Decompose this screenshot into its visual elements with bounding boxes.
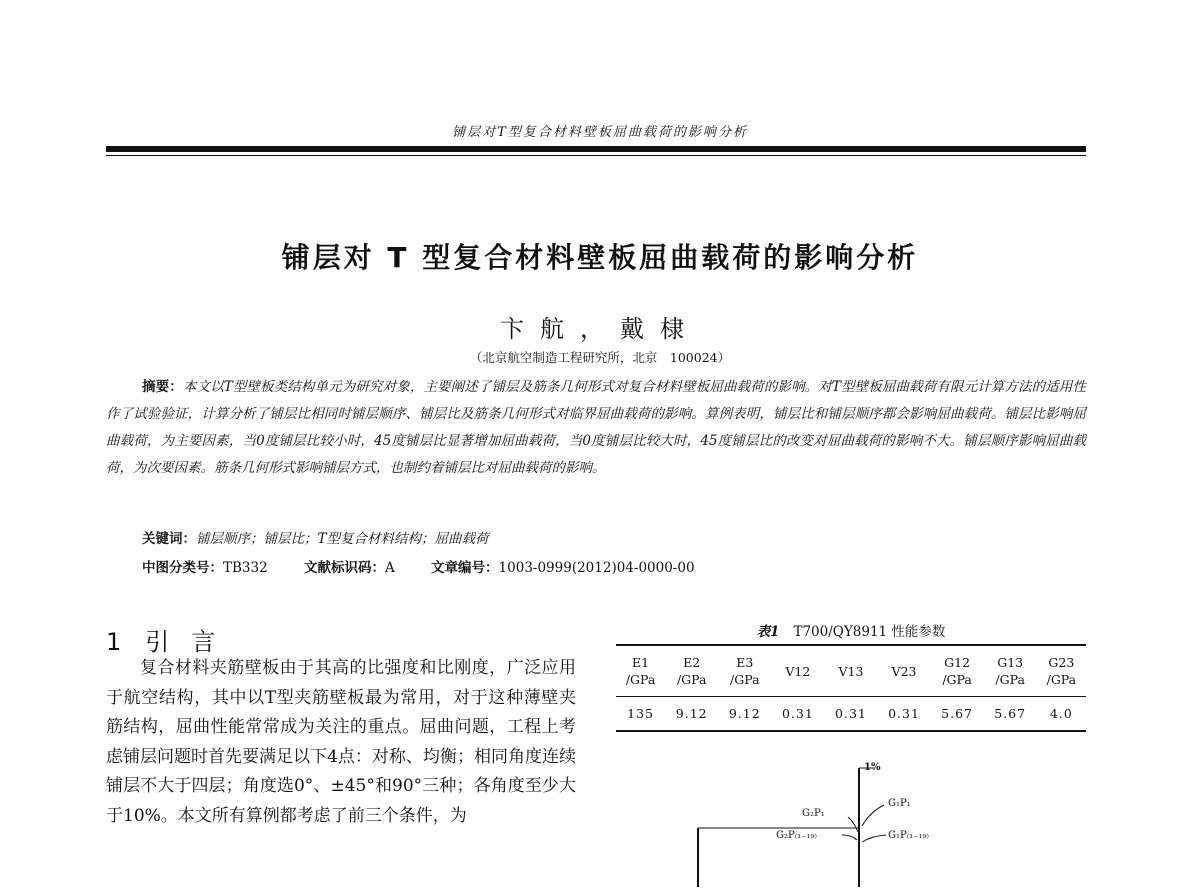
table-cell: 9.12	[728, 706, 761, 721]
table-label: 表1	[756, 624, 780, 640]
figure-label-g1p1: G₁P₁	[888, 798, 911, 809]
section-heading	[106, 622, 237, 657]
header-rule-thick	[106, 146, 1086, 152]
section-title: 引言	[145, 628, 238, 656]
keywords-text: 铺层顺序；铺层比；T型复合材料结构；屈曲载荷	[196, 531, 489, 547]
paper-title: 铺层对 T 型复合材料壁板屈曲载荷的影响分析	[281, 241, 919, 274]
table-cell: 0.31	[781, 706, 814, 721]
leader-g2p1-sub	[842, 835, 857, 840]
material-table	[616, 644, 1086, 732]
clc-field	[142, 560, 268, 576]
table-header-symbol: G13	[997, 655, 1024, 670]
table-header-cell	[984, 645, 1037, 697]
affiliation: （北京航空制造工程研究所，北京 100024）	[469, 350, 731, 365]
table-cell: 5.67	[941, 706, 974, 721]
article-number-value: 1003-0999(2012)04-0000-00	[498, 560, 695, 576]
article-number-label: 文章编号：	[431, 560, 499, 576]
figure-label-g2p1: G₂P₁	[802, 808, 825, 819]
table-header-cell	[877, 645, 930, 697]
doc-code-label: 文献标识码：	[304, 560, 385, 576]
clc-value: TB332	[223, 560, 268, 576]
abstract	[106, 374, 1086, 482]
section-number: 1	[106, 628, 122, 656]
running-header: 铺层对T型复合材料壁板屈曲载荷的影响分析	[452, 125, 748, 140]
table-caption-text: T700/QY8911 性能参数	[793, 624, 946, 640]
figure-ply-diagram	[616, 760, 1086, 887]
table-header-unit: /GPa	[730, 672, 760, 687]
table-header-cell	[665, 645, 718, 697]
table-cell: 135	[627, 706, 655, 721]
table-header-symbol: V12	[785, 663, 811, 679]
table-header-cell	[718, 645, 771, 697]
table-header-symbol: E3	[736, 655, 754, 670]
classification-line	[142, 556, 727, 576]
authors: 卞航，戴棣	[500, 315, 700, 343]
table-header-unit: /GPa	[625, 672, 656, 687]
ply-diagram-svg	[616, 760, 1086, 887]
figure-label-percent: 1%	[864, 762, 881, 773]
table-header-symbol: G23	[1048, 655, 1075, 670]
abstract-label: 摘要：	[142, 379, 183, 395]
table-header-symbol: E1	[632, 655, 650, 670]
figure-label-g2p1-sub: G₂P₍₁₋₁₉₎	[776, 830, 817, 841]
table-header-unit: /GPa	[1046, 672, 1077, 687]
table-header-cell	[931, 645, 984, 697]
table-header-symbol: G12	[944, 655, 971, 670]
table-header-unit: /GPa	[676, 672, 707, 687]
header-rule-thin	[106, 155, 1086, 156]
abstract-text: 本文以T型壁板类结构单元为研究对象，主要阐述了铺层及筋条几何形式对复合材料壁板屈曲载荷的影响。对T型壁板屈曲载荷有限元计算方法的适用性作了试验验证，计算分析了铺层比相同时铺层顺序、铺层比及筋条几何形式对临界屈曲载荷的影响。算例表明，铺层比和铺层顺序都会影响屈曲载荷。铺层比影响屈曲载荷，为主要因素，当0度铺层比较小时，45度铺层比显著增加屈曲载荷，当0度铺层比较大时，45度铺层比的改变对屈曲载荷的影响不大。铺层顺序影响屈曲载荷，为次要因素。筋条几何形式影响铺层方式，也制约着铺层比对屈曲载荷的影响。	[106, 379, 1087, 476]
leader-g1p1-sub	[862, 835, 886, 842]
clc-label: 中图分类号：	[142, 560, 223, 576]
table-caption	[616, 620, 1086, 640]
table-cell: 4.0	[1049, 706, 1073, 721]
table-cell: 0.31	[888, 706, 920, 721]
section-body: 复合材料夹筋壁板由于其高的比强度和比刚度，广泛应用于航空结构，其中以T型夹筋壁板最为常用，对于这种薄壁夹筋结构，屈曲性能常常成为关注的重点。屈曲问题，工程上考虑铺层问题时首先要满足以下4点：对称、均衡；相同角度连续铺层不大于四层；角度选0°、±45°和90°三种；各角度至少大于10%。本文所有算例都考虑了前三个条件，为	[106, 658, 576, 826]
figure-label-g1p1-sub: G₁P₍₁₋₁₉₎	[888, 830, 929, 841]
doc-code-value: A	[385, 560, 395, 576]
table-header-unit: /GPa	[995, 672, 1025, 687]
table-cell: 5.67	[994, 706, 1027, 721]
table-header-symbol: E2	[683, 655, 701, 670]
table-header-row	[616, 645, 1086, 697]
table-header-cell	[1037, 645, 1086, 697]
keywords-label: 关键词：	[142, 531, 196, 547]
keywords	[142, 527, 489, 547]
table-row	[616, 697, 1086, 732]
table-header-cell	[771, 645, 824, 697]
leader-g1p1	[862, 805, 884, 826]
table-cell: 9.12	[675, 706, 708, 721]
table-header-symbol: V13	[838, 663, 864, 679]
table-header-cell	[616, 645, 665, 697]
table-header-symbol: V23	[891, 663, 917, 679]
article-number-field	[431, 560, 695, 576]
table-header-cell	[824, 645, 877, 697]
doc-code-field	[304, 560, 395, 576]
table-cell: 0.31	[835, 706, 867, 721]
leader-g2p1	[848, 817, 858, 832]
table-header-unit: /GPa	[942, 672, 972, 687]
